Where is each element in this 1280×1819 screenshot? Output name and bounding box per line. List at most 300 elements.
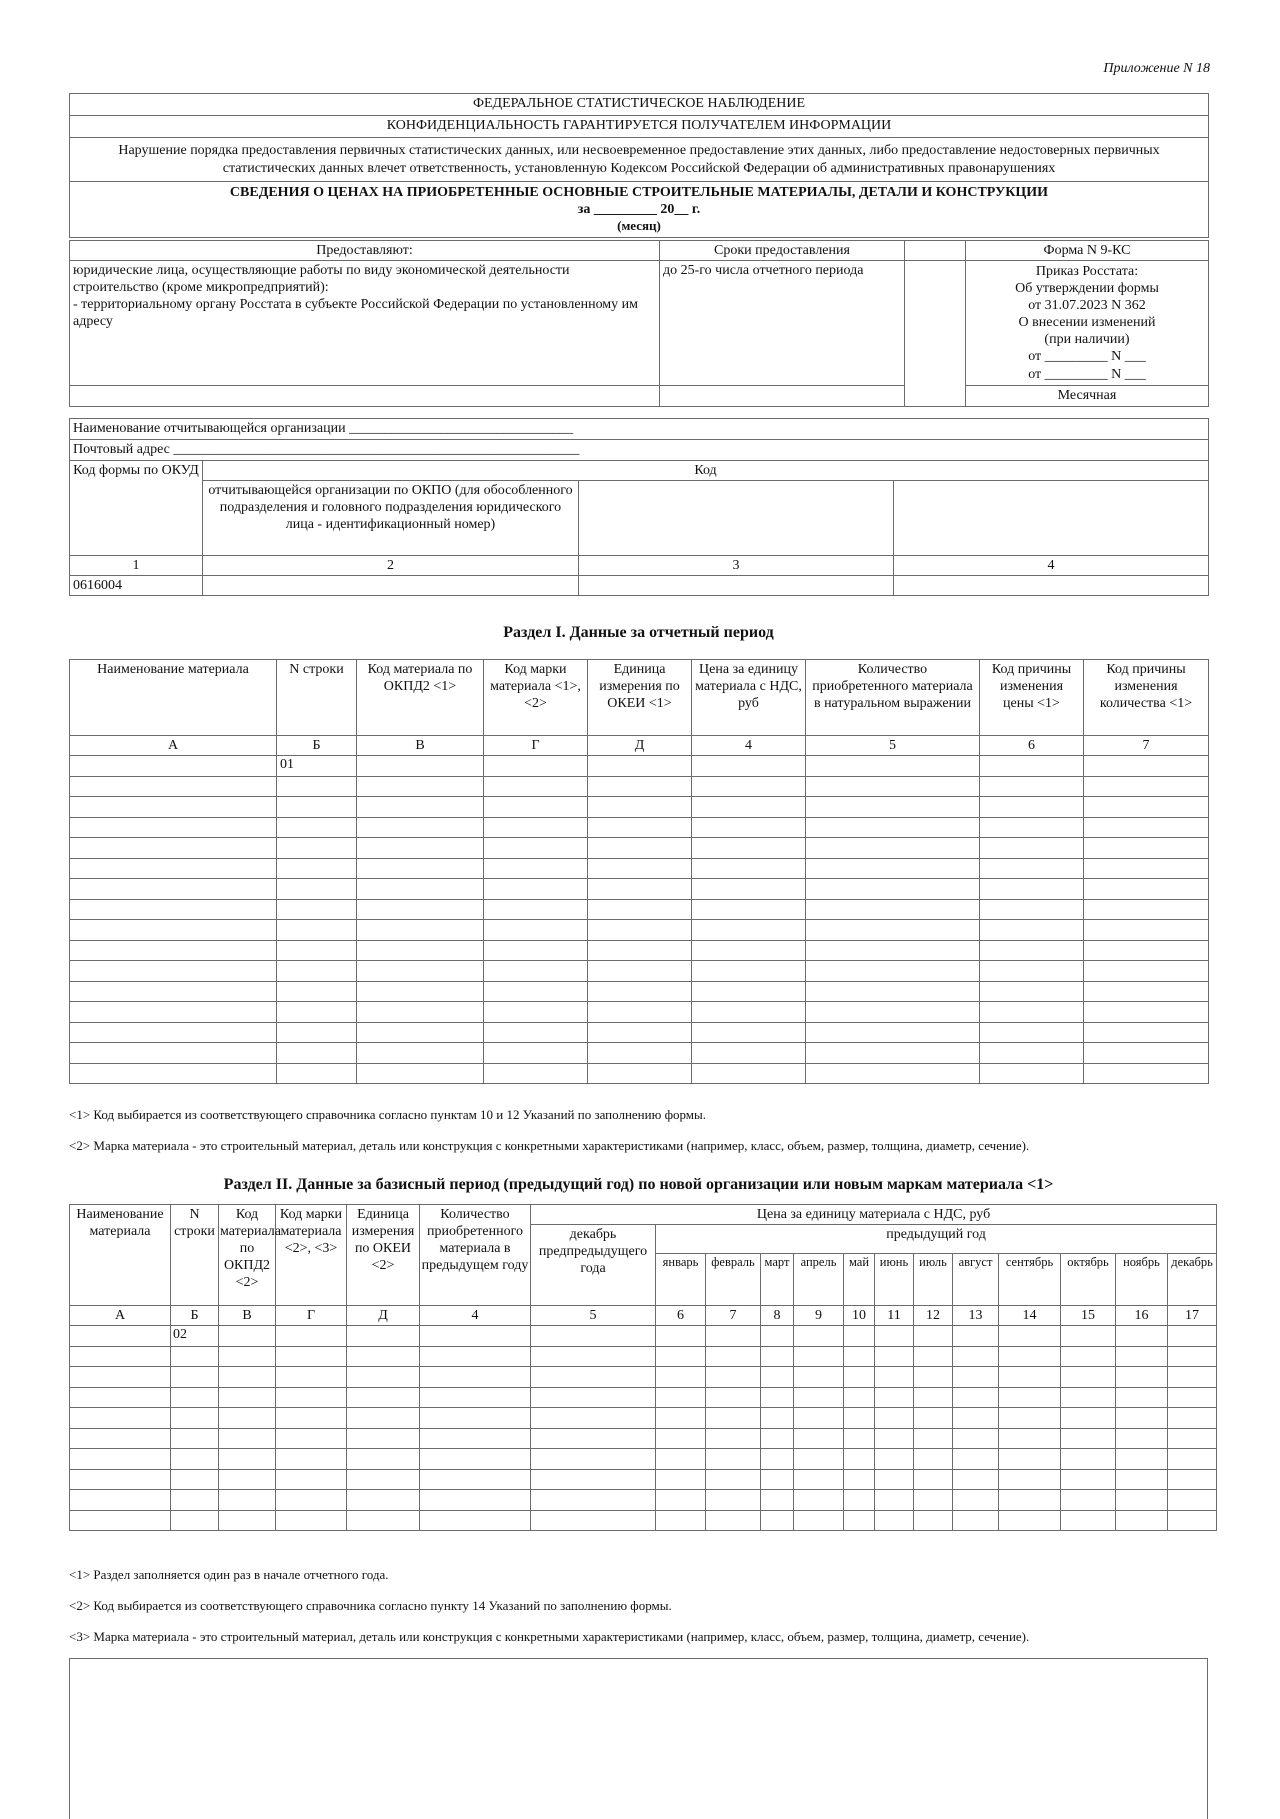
table-cell[interactable] [794,1469,844,1490]
table-cell[interactable] [357,1063,484,1084]
table-cell[interactable] [484,1043,588,1064]
table-cell[interactable] [277,981,357,1002]
table-cell[interactable] [1084,797,1209,818]
table-cell[interactable] [171,1367,219,1388]
table-cell[interactable] [806,1043,980,1064]
table-cell[interactable] [656,1387,706,1408]
table-cell[interactable] [914,1387,953,1408]
table-cell[interactable] [588,981,692,1002]
table-cell[interactable] [953,1449,999,1470]
table-cell[interactable] [692,961,806,982]
table-cell[interactable] [875,1428,914,1449]
table-cell[interactable] [588,1043,692,1064]
table-cell[interactable] [70,1367,171,1388]
table-cell[interactable] [980,797,1084,818]
table-cell[interactable] [357,879,484,900]
table-cell[interactable] [980,899,1084,920]
table-cell[interactable] [531,1346,656,1367]
table-cell[interactable] [806,961,980,982]
table-cell[interactable] [806,920,980,941]
table-cell[interactable] [706,1387,761,1408]
table-cell[interactable] [70,920,277,941]
table-cell[interactable] [806,756,980,777]
table-cell[interactable] [171,1408,219,1429]
table-cell[interactable] [761,1387,794,1408]
table-cell[interactable] [277,797,357,818]
table-cell[interactable] [1061,1387,1116,1408]
table-cell[interactable] [484,1063,588,1084]
table-cell[interactable] [806,879,980,900]
table-cell[interactable] [953,1408,999,1429]
table-cell[interactable] [692,858,806,879]
table-cell[interactable] [656,1326,706,1347]
table-cell[interactable] [219,1326,276,1347]
table-cell[interactable] [276,1469,347,1490]
table-cell[interactable] [844,1428,875,1449]
table-cell[interactable] [692,981,806,1002]
table-cell[interactable] [420,1510,531,1531]
table-cell[interactable] [357,961,484,982]
table-cell[interactable] [531,1469,656,1490]
table-cell[interactable] [357,797,484,818]
table-cell[interactable] [1168,1449,1217,1470]
table-cell[interactable] [70,1387,171,1408]
table-cell[interactable] [588,1022,692,1043]
table-cell[interactable] [692,756,806,777]
table-cell[interactable] [794,1510,844,1531]
table-cell[interactable] [276,1449,347,1470]
table-cell[interactable] [70,797,277,818]
table-cell[interactable] [588,756,692,777]
table-cell[interactable] [761,1408,794,1429]
table-cell[interactable] [277,1063,357,1084]
table-cell[interactable] [999,1510,1061,1531]
table-cell[interactable] [692,1043,806,1064]
table-cell[interactable] [980,776,1084,797]
table-cell[interactable] [357,940,484,961]
table-cell[interactable] [844,1510,875,1531]
table-cell[interactable] [347,1346,420,1367]
table-cell[interactable] [875,1408,914,1429]
code-input[interactable] [579,576,894,596]
table-cell[interactable] [357,1022,484,1043]
table-cell[interactable] [70,1490,171,1511]
postal-address-field[interactable]: Почтовый адрес __________________________________________________________ [70,440,1209,461]
table-cell[interactable] [692,838,806,859]
table-cell[interactable] [70,981,277,1002]
table-cell[interactable] [588,899,692,920]
table-cell[interactable] [277,817,357,838]
table-cell[interactable] [588,961,692,982]
table-cell[interactable] [347,1387,420,1408]
table-cell[interactable] [1168,1510,1217,1531]
table-cell[interactable] [761,1346,794,1367]
table-cell[interactable] [999,1449,1061,1470]
table-cell[interactable] [656,1367,706,1388]
table-cell[interactable] [70,1428,171,1449]
table-cell[interactable] [484,776,588,797]
table-cell[interactable] [420,1326,531,1347]
table-cell[interactable] [70,1002,277,1023]
table-cell[interactable] [420,1490,531,1511]
table-cell[interactable] [219,1408,276,1429]
table-cell[interactable] [276,1346,347,1367]
table-cell[interactable] [277,776,357,797]
table-cell[interactable] [706,1490,761,1511]
table-cell[interactable] [914,1326,953,1347]
table-cell[interactable] [1061,1490,1116,1511]
table-cell[interactable] [171,1490,219,1511]
table-cell[interactable] [484,797,588,818]
table-cell[interactable] [692,920,806,941]
table-cell[interactable] [70,817,277,838]
table-cell[interactable] [1168,1490,1217,1511]
table-cell[interactable] [706,1510,761,1531]
table-cell[interactable] [953,1490,999,1511]
table-cell[interactable] [1061,1408,1116,1429]
table-cell[interactable] [70,1469,171,1490]
table-cell[interactable] [277,940,357,961]
table-cell[interactable] [953,1428,999,1449]
table-cell[interactable] [347,1408,420,1429]
table-cell[interactable] [806,838,980,859]
table-cell[interactable] [276,1510,347,1531]
table-cell[interactable] [1168,1326,1217,1347]
table-cell[interactable] [588,920,692,941]
table-cell[interactable] [656,1490,706,1511]
table-cell[interactable] [794,1428,844,1449]
table-cell[interactable] [357,1043,484,1064]
table-cell[interactable] [706,1367,761,1388]
table-cell[interactable] [347,1510,420,1531]
table-cell[interactable] [70,899,277,920]
table-cell[interactable] [1084,1043,1209,1064]
table-cell[interactable] [1084,817,1209,838]
table-cell[interactable] [1061,1428,1116,1449]
table-cell[interactable] [276,1387,347,1408]
table-cell[interactable] [806,797,980,818]
table-cell[interactable] [1116,1428,1168,1449]
table-cell[interactable] [1116,1449,1168,1470]
table-cell[interactable] [484,817,588,838]
table-cell[interactable] [706,1469,761,1490]
table-cell[interactable] [171,1449,219,1470]
table-cell[interactable] [1116,1469,1168,1490]
table-cell[interactable] [276,1428,347,1449]
table-cell[interactable] [484,940,588,961]
table-cell[interactable] [692,797,806,818]
table-cell[interactable] [844,1326,875,1347]
table-cell[interactable] [692,1022,806,1043]
table-cell[interactable] [844,1490,875,1511]
table-cell[interactable] [656,1408,706,1429]
table-cell[interactable] [70,940,277,961]
code-input[interactable] [894,576,1209,596]
table-cell[interactable] [999,1469,1061,1490]
table-cell[interactable] [484,961,588,982]
table-cell[interactable] [875,1387,914,1408]
table-cell[interactable] [347,1490,420,1511]
table-cell[interactable] [806,1002,980,1023]
table-cell[interactable] [980,756,1084,777]
table-cell[interactable] [761,1428,794,1449]
table-cell[interactable] [171,1510,219,1531]
table-cell[interactable] [844,1408,875,1429]
table-cell[interactable] [844,1449,875,1470]
table-cell[interactable] [588,817,692,838]
table-cell[interactable] [276,1408,347,1429]
table-cell[interactable] [844,1387,875,1408]
table-cell[interactable] [1116,1346,1168,1367]
table-cell[interactable] [484,879,588,900]
table-cell[interactable] [277,879,357,900]
table-cell[interactable] [1084,838,1209,859]
table-cell[interactable] [276,1490,347,1511]
table-cell[interactable] [1084,776,1209,797]
table-cell[interactable] [70,961,277,982]
table-cell[interactable] [1168,1428,1217,1449]
table-cell[interactable] [277,838,357,859]
table-cell[interactable] [692,899,806,920]
table-cell[interactable] [219,1449,276,1470]
table-cell[interactable] [70,858,277,879]
table-cell[interactable] [70,1063,277,1084]
table-cell[interactable] [347,1367,420,1388]
table-cell[interactable] [806,1063,980,1084]
table-cell[interactable] [1116,1510,1168,1531]
table-cell[interactable] [484,920,588,941]
table-cell[interactable] [357,899,484,920]
table-cell[interactable] [1084,1002,1209,1023]
table-cell[interactable] [692,879,806,900]
table-cell[interactable] [277,899,357,920]
okpo-input[interactable] [203,576,579,596]
table-cell[interactable] [953,1346,999,1367]
table-cell[interactable] [357,776,484,797]
table-cell[interactable] [953,1367,999,1388]
table-cell[interactable] [706,1408,761,1429]
table-cell[interactable] [277,858,357,879]
table-cell[interactable] [706,1326,761,1347]
table-cell[interactable] [347,1449,420,1470]
table-cell[interactable] [484,1002,588,1023]
table-cell[interactable] [588,940,692,961]
table-cell[interactable] [980,1002,1084,1023]
table-cell[interactable] [875,1449,914,1470]
table-cell[interactable] [531,1367,656,1388]
table-cell[interactable] [914,1408,953,1429]
table-cell[interactable] [1061,1346,1116,1367]
table-cell[interactable] [656,1510,706,1531]
table-cell[interactable] [277,920,357,941]
table-cell[interactable] [277,1043,357,1064]
table-cell[interactable] [794,1387,844,1408]
table-cell[interactable] [1116,1326,1168,1347]
table-cell[interactable] [761,1326,794,1347]
table-cell[interactable] [1168,1346,1217,1367]
table-cell[interactable] [794,1408,844,1429]
table-cell[interactable] [980,1022,1084,1043]
table-cell[interactable] [761,1367,794,1388]
table-cell[interactable] [1116,1490,1168,1511]
table-cell[interactable] [484,838,588,859]
table-cell[interactable] [914,1367,953,1388]
table-cell[interactable] [794,1346,844,1367]
table-cell[interactable] [357,756,484,777]
okud-value[interactable]: 0616004 [70,576,203,596]
table-cell[interactable] [806,817,980,838]
table-cell[interactable] [914,1510,953,1531]
table-cell[interactable] [1084,756,1209,777]
table-cell[interactable] [357,920,484,941]
table-cell[interactable] [875,1326,914,1347]
table-cell[interactable] [875,1346,914,1367]
table-cell[interactable] [420,1408,531,1429]
table-cell[interactable] [357,1002,484,1023]
table-cell[interactable] [70,1510,171,1531]
table-cell[interactable] [980,920,1084,941]
table-cell[interactable] [171,1346,219,1367]
table-cell[interactable] [484,899,588,920]
table-cell[interactable] [761,1469,794,1490]
table-cell[interactable] [875,1469,914,1490]
table-cell[interactable] [806,776,980,797]
table-cell[interactable] [999,1490,1061,1511]
table-cell[interactable] [1061,1326,1116,1347]
table-cell[interactable] [588,838,692,859]
table-cell[interactable] [999,1326,1061,1347]
table-cell[interactable] [953,1469,999,1490]
table-cell[interactable] [980,1063,1084,1084]
table-cell[interactable] [357,838,484,859]
table-cell[interactable] [1061,1510,1116,1531]
table-cell[interactable] [980,961,1084,982]
table-cell[interactable] [692,1002,806,1023]
table-cell[interactable] [484,1022,588,1043]
table-cell[interactable] [588,776,692,797]
table-cell[interactable] [70,1043,277,1064]
table-cell[interactable] [277,1022,357,1043]
table-cell[interactable] [656,1469,706,1490]
table-cell[interactable] [1084,879,1209,900]
table-cell[interactable] [1084,899,1209,920]
table-cell[interactable] [806,899,980,920]
table-cell[interactable] [531,1428,656,1449]
table-cell[interactable] [420,1387,531,1408]
table-cell[interactable] [692,940,806,961]
table-cell[interactable] [875,1510,914,1531]
table-cell[interactable] [692,776,806,797]
table-cell[interactable] [706,1449,761,1470]
table-cell[interactable] [1061,1449,1116,1470]
table-cell[interactable] [1084,1063,1209,1084]
table-cell[interactable] [70,838,277,859]
table-cell[interactable] [171,1469,219,1490]
table-cell[interactable] [953,1387,999,1408]
table-cell[interactable] [420,1449,531,1470]
table-cell[interactable] [999,1346,1061,1367]
table-cell[interactable] [844,1346,875,1367]
table-cell[interactable] [588,858,692,879]
table-cell[interactable] [844,1469,875,1490]
table-cell[interactable] [980,981,1084,1002]
table-cell[interactable] [219,1428,276,1449]
table-cell[interactable] [484,981,588,1002]
table-cell[interactable] [70,1408,171,1429]
table-cell[interactable] [70,1022,277,1043]
table-cell[interactable] [70,776,277,797]
table-cell[interactable] [980,838,1084,859]
table-cell[interactable] [980,858,1084,879]
table-cell[interactable] [531,1408,656,1429]
table-cell[interactable] [844,1367,875,1388]
table-cell[interactable] [692,817,806,838]
table-cell[interactable] [1168,1469,1217,1490]
table-cell[interactable] [347,1469,420,1490]
table-cell[interactable] [219,1490,276,1511]
table-cell[interactable] [794,1490,844,1511]
table-cell[interactable] [761,1490,794,1511]
table-cell[interactable] [484,858,588,879]
table-cell[interactable] [420,1428,531,1449]
table-cell[interactable] [171,1387,219,1408]
table-cell[interactable] [531,1387,656,1408]
table-cell[interactable] [761,1449,794,1470]
table-cell[interactable] [914,1449,953,1470]
table-cell[interactable] [531,1326,656,1347]
table-cell[interactable] [531,1510,656,1531]
table-cell[interactable] [1168,1387,1217,1408]
table-cell[interactable] [806,981,980,1002]
table-cell[interactable] [953,1510,999,1531]
table-cell[interactable] [980,817,1084,838]
table-cell[interactable] [999,1387,1061,1408]
table-cell[interactable] [1084,1022,1209,1043]
table-cell[interactable] [1168,1408,1217,1429]
table-cell[interactable] [980,879,1084,900]
table-cell[interactable] [276,1367,347,1388]
table-cell[interactable] [794,1326,844,1347]
table-cell[interactable] [588,1063,692,1084]
table-cell[interactable] [980,1043,1084,1064]
table-cell[interactable] [794,1449,844,1470]
table-cell[interactable] [806,1022,980,1043]
table-cell[interactable] [171,1428,219,1449]
table-cell[interactable] [588,797,692,818]
table-cell[interactable] [70,756,277,777]
table-cell[interactable] [1084,981,1209,1002]
table-cell[interactable] [914,1428,953,1449]
table-cell[interactable] [914,1490,953,1511]
table-cell[interactable] [875,1490,914,1511]
table-cell[interactable] [1116,1367,1168,1388]
table-cell[interactable] [656,1346,706,1367]
table-cell[interactable] [70,1326,171,1347]
table-cell[interactable] [219,1469,276,1490]
table-cell[interactable] [1116,1408,1168,1429]
table-cell[interactable] [357,981,484,1002]
table-cell[interactable] [588,1002,692,1023]
table-cell[interactable] [277,1002,357,1023]
table-cell[interactable] [420,1346,531,1367]
table-cell[interactable] [806,940,980,961]
table-cell[interactable] [1116,1387,1168,1408]
table-cell[interactable] [914,1469,953,1490]
table-cell[interactable] [914,1346,953,1367]
table-cell[interactable] [219,1510,276,1531]
table-cell[interactable] [1084,920,1209,941]
table-cell[interactable] [1084,858,1209,879]
